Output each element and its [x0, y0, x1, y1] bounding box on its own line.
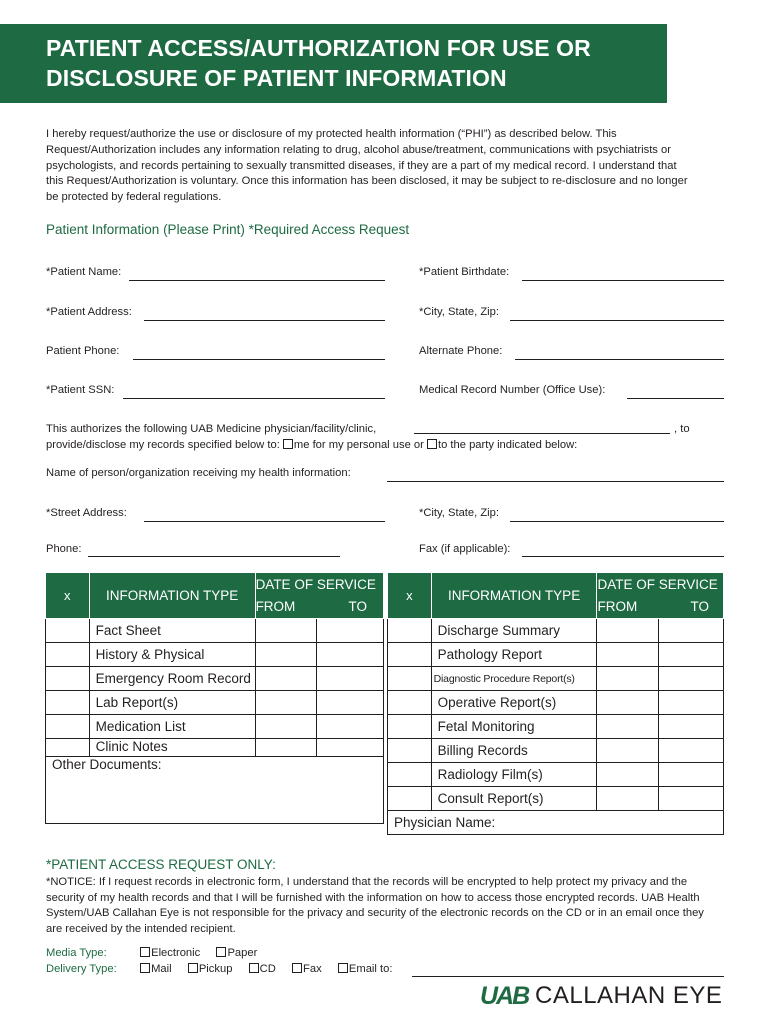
check-cell[interactable]: [46, 739, 90, 757]
patient-name-label: *Patient Name:: [46, 266, 122, 278]
col-x-header: x: [46, 573, 90, 619]
email-field[interactable]: [412, 976, 724, 977]
check-cell[interactable]: [46, 691, 90, 715]
party-option-label: to the party indicated below:: [437, 439, 578, 451]
from-cell[interactable]: [597, 715, 659, 739]
check-cell[interactable]: [46, 619, 90, 643]
from-cell[interactable]: [597, 787, 659, 811]
recipient-city-field[interactable]: [510, 521, 724, 522]
delivery-type-row: [46, 963, 392, 975]
physician-name-cell[interactable]: Physician Name:: [388, 811, 724, 835]
from-cell[interactable]: [255, 643, 317, 667]
col-date-header: DATE OF SERVICE: [255, 573, 383, 596]
paper-label: Paper: [227, 947, 258, 959]
facility-field[interactable]: [414, 433, 670, 434]
from-cell[interactable]: [597, 763, 659, 787]
info-type-cell: Consult Report(s): [431, 787, 597, 811]
electronic-label: Electronic: [151, 947, 201, 959]
info-type-cell: Medication List: [89, 715, 255, 739]
street-address-field[interactable]: [144, 521, 385, 522]
authorize-line-2: [46, 439, 577, 451]
pickup-checkbox[interactable]: [188, 963, 198, 973]
patient-name-field[interactable]: [129, 280, 385, 281]
from-cell[interactable]: [597, 619, 659, 643]
from-cell[interactable]: [597, 667, 659, 691]
info-type-cell: Billing Records: [431, 739, 597, 763]
callahan-eye-logo: CALLAHAN EYE: [535, 982, 723, 1009]
to-cell[interactable]: [659, 715, 724, 739]
cd-checkbox[interactable]: [249, 963, 259, 973]
check-cell[interactable]: [388, 667, 432, 691]
to-cell[interactable]: [659, 643, 724, 667]
uab-logo: UAB: [480, 982, 529, 1010]
info-type-cell: Fetal Monitoring: [431, 715, 597, 739]
check-cell[interactable]: [388, 715, 432, 739]
info-type-cell: Clinic Notes: [89, 739, 255, 757]
from-cell[interactable]: [255, 691, 317, 715]
check-cell[interactable]: [388, 739, 432, 763]
alternate-phone-field[interactable]: [515, 359, 724, 360]
to-cell[interactable]: [317, 643, 384, 667]
patient-info-heading: Patient Information (Please Print) *Required Access Request: [46, 222, 410, 237]
col-to-header: TO: [659, 596, 724, 619]
notice-paragraph: *NOTICE: If I request records in electronic form, I understand that the records will be encrypted to help protect my privacy and the security of my health records and that I will be furnished with the information on how to access those encrypted records. UAB Health System/UAB Callahan Eye is not responsible for the privacy and security of the electronic records on the CD or in an email once they are received by the intended recipient.: [46, 876, 704, 935]
self-option-label: me for my personal use or: [293, 439, 424, 451]
from-cell[interactable]: [255, 667, 317, 691]
col-date-header: DATE OF SERVICE: [597, 573, 724, 596]
mrn-label: Medical Record Number (Office Use):: [419, 384, 606, 396]
to-cell[interactable]: [659, 691, 724, 715]
from-cell[interactable]: [597, 643, 659, 667]
to-cell[interactable]: [317, 715, 384, 739]
email-checkbox[interactable]: [338, 963, 348, 973]
delivery-type-label: Delivery Type:: [46, 963, 117, 975]
email-label: Email to:: [348, 963, 393, 975]
paper-checkbox[interactable]: [216, 947, 226, 957]
title-line-2: DISCLOSURE OF PATIENT INFORMATION: [46, 65, 507, 91]
info-type-cell: Lab Report(s): [89, 691, 255, 715]
pickup-label: Pickup: [198, 963, 233, 975]
check-cell[interactable]: [46, 643, 90, 667]
page-title: [46, 33, 656, 93]
cd-label: CD: [259, 963, 276, 975]
intro-paragraph: I hereby request/authorize the use or disclosure of my protected health information (“PHI”) as described below. This Request/Authorization includes any information relating to drug, alcohol abuse/treatment, communications with psychiatrists or psychologists, and records pertaining to sexually transmitted diseases, if they are a part of my medical record. I understand that this Request/Authorization is voluntary. Once this information has been disclosed, it may be subject to re-disclosure and no longer be protected by federal regulations.: [46, 128, 688, 204]
to-cell[interactable]: [659, 787, 724, 811]
patient-birthdate-label: *Patient Birthdate:: [419, 266, 510, 278]
party-checkbox[interactable]: [427, 439, 437, 449]
title-line-1: PATIENT ACCESS/AUTHORIZATION FOR USE OR: [46, 35, 591, 61]
info-type-cell: Diagnostic Procedure Report(s): [431, 667, 597, 691]
to-cell[interactable]: [659, 739, 724, 763]
info-type-cell: Operative Report(s): [431, 691, 597, 715]
patient-address-field[interactable]: [144, 320, 385, 321]
check-cell[interactable]: [46, 667, 90, 691]
patient-address-label: *Patient Address:: [46, 306, 132, 318]
fax-field[interactable]: [522, 556, 724, 557]
check-cell[interactable]: [388, 763, 432, 787]
recipient-phone-field[interactable]: [88, 556, 340, 557]
authorize-line-1: This authorizes the following UAB Medicine physician/facility/clinic,: [46, 423, 377, 435]
patient-city-label: *City, State, Zip:: [419, 306, 499, 318]
check-cell[interactable]: [388, 691, 432, 715]
info-table-right: [387, 572, 724, 835]
col-type-header: INFORMATION TYPE: [431, 573, 597, 619]
info-type-cell: History & Physical: [89, 643, 255, 667]
col-type-header: INFORMATION TYPE: [89, 573, 255, 619]
from-cell[interactable]: [255, 739, 317, 757]
from-cell[interactable]: [255, 619, 317, 643]
fax-label: Fax (if applicable):: [419, 543, 511, 555]
electronic-checkbox[interactable]: [140, 947, 150, 957]
patient-city-field[interactable]: [510, 320, 724, 321]
from-cell[interactable]: [255, 715, 317, 739]
col-from-header: FROM: [597, 596, 659, 619]
info-table-left: [45, 572, 384, 824]
patient-birthdate-field[interactable]: [522, 280, 724, 281]
patient-ssn-label: *Patient SSN:: [46, 384, 115, 396]
check-cell[interactable]: [46, 715, 90, 739]
patient-phone-field[interactable]: [133, 359, 385, 360]
patient-phone-label: Patient Phone:: [46, 345, 120, 357]
from-cell[interactable]: [597, 739, 659, 763]
patient-ssn-field[interactable]: [123, 398, 385, 399]
check-cell[interactable]: [388, 787, 432, 811]
fax-option-label: Fax: [303, 963, 322, 975]
info-type-cell: Fact Sheet: [89, 619, 255, 643]
fax-checkbox[interactable]: [292, 963, 302, 973]
street-address-label: *Street Address:: [46, 507, 127, 519]
col-to-header: TO: [317, 596, 384, 619]
to-cell[interactable]: [317, 739, 384, 757]
check-cell[interactable]: [388, 619, 432, 643]
authorize-line-1-end: , to: [674, 423, 690, 435]
recipient-phone-label: Phone:: [46, 543, 82, 555]
col-from-header: FROM: [255, 596, 317, 619]
to-cell[interactable]: [317, 691, 384, 715]
to-cell[interactable]: [317, 667, 384, 691]
check-cell[interactable]: [388, 643, 432, 667]
other-documents-cell[interactable]: Other Documents:: [46, 757, 384, 824]
access-only-heading: *PATIENT ACCESS REQUEST ONLY:: [46, 857, 276, 872]
mrn-field[interactable]: [627, 398, 724, 399]
alternate-phone-label: Alternate Phone:: [419, 345, 503, 357]
to-cell[interactable]: [317, 619, 384, 643]
from-cell[interactable]: [597, 691, 659, 715]
recipient-name-field[interactable]: [387, 481, 724, 482]
to-cell[interactable]: [659, 619, 724, 643]
info-type-cell: Emergency Room Record: [89, 667, 255, 691]
info-type-cell: Pathology Report: [431, 643, 597, 667]
self-checkbox[interactable]: [283, 439, 293, 449]
to-cell[interactable]: [659, 667, 724, 691]
media-type-label: Media Type:: [46, 947, 107, 959]
info-type-cell: Radiology Film(s): [431, 763, 597, 787]
recipient-name-label: Name of person/organization receiving my health information:: [46, 467, 351, 479]
to-cell[interactable]: [659, 763, 724, 787]
authorize-line-2-text: provide/disclose my records specified below to:: [46, 439, 280, 451]
col-x-header: x: [388, 573, 432, 619]
media-type-row: [46, 947, 257, 959]
mail-checkbox[interactable]: [140, 963, 150, 973]
mail-label: Mail: [151, 963, 172, 975]
info-type-cell: Discharge Summary: [431, 619, 597, 643]
recipient-city-label: *City, State, Zip:: [419, 507, 499, 519]
